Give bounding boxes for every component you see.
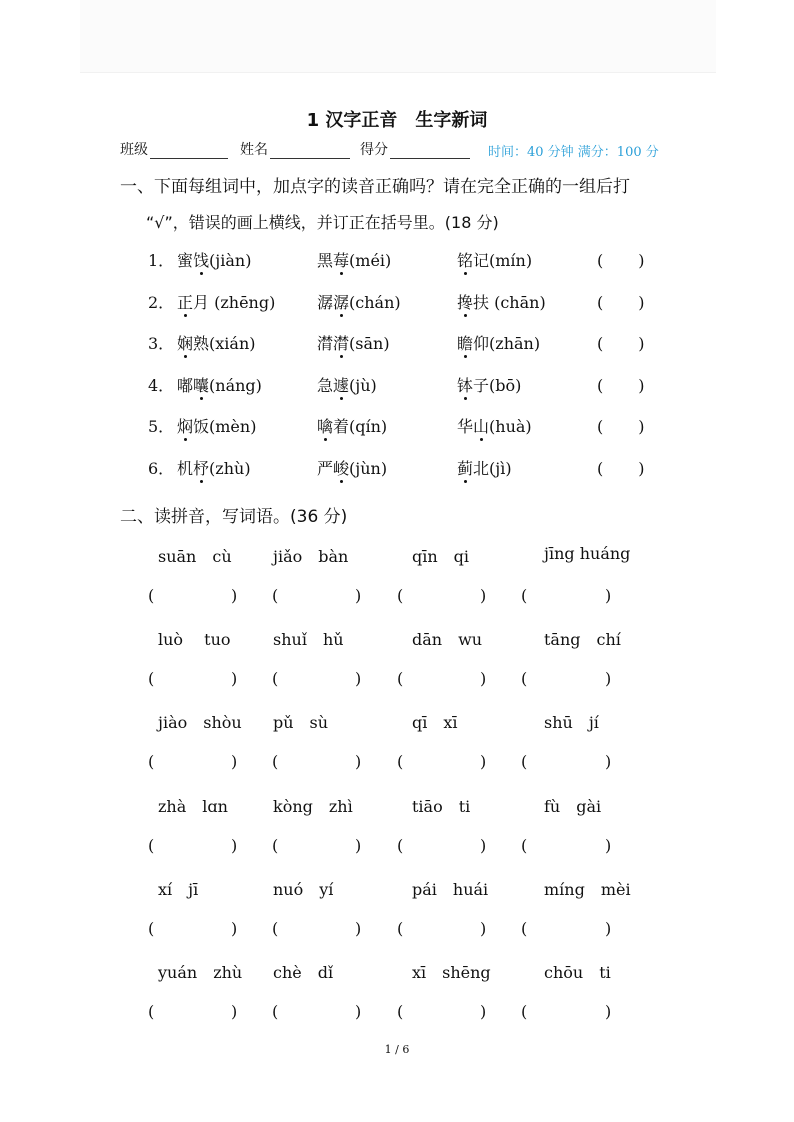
word-suffix: 北(jì) — [473, 459, 512, 478]
section1-instructions: “√”，错误的画上横线，并订正在括号里。(18 分) — [146, 213, 499, 232]
pinyin-word: xī shēng — [412, 963, 491, 982]
close-paren: ) — [231, 752, 238, 772]
pinyin-word: pái huái — [412, 879, 489, 899]
close-paren: ) — [355, 669, 362, 689]
answer-box[interactable] — [148, 836, 239, 856]
page-title: 1 汉字正音 生字新词 — [306, 110, 488, 131]
page-number: 1 / 6 — [384, 1043, 410, 1056]
open-paren: ( — [397, 1002, 404, 1021]
word — [177, 290, 275, 313]
item-number: 3． — [148, 334, 175, 354]
close-paren: ) — [355, 752, 362, 772]
open-paren: ( — [521, 752, 528, 772]
section2-heading: 二、读拼音，写词语。(36 分) — [120, 507, 348, 527]
answer-box[interactable] — [397, 1002, 488, 1022]
answer-box[interactable] — [521, 919, 613, 939]
dotted-char: 娴 — [177, 331, 193, 354]
item-number: 4． — [148, 375, 175, 395]
open-paren: ( — [397, 752, 404, 772]
close-paren: ) — [480, 586, 487, 605]
answer-paren[interactable]: ( ) — [597, 334, 646, 354]
open-paren: ( — [272, 918, 279, 938]
word-suffix: (sān) — [349, 334, 390, 354]
close-paren: ) — [605, 752, 612, 772]
word-suffix: 着(qín) — [333, 417, 388, 437]
pinyin-word: qīn qi — [412, 547, 470, 566]
close-paren: ) — [605, 835, 612, 855]
word-suffix: (jù) — [349, 375, 377, 395]
close-paren: ) — [231, 1002, 238, 1021]
answer-box[interactable] — [272, 586, 363, 606]
close-paren: ) — [480, 835, 487, 855]
word-suffix: 月 (zhēng) — [193, 292, 276, 312]
dotted-char: 峻 — [333, 456, 349, 479]
pinyin-word: tāng chí — [544, 630, 621, 650]
answer-paren[interactable]: ( ) — [597, 251, 646, 270]
open-paren: ( — [521, 918, 528, 938]
close-paren: ) — [355, 835, 362, 855]
answer-box[interactable] — [397, 586, 488, 606]
open-paren: ( — [521, 835, 528, 855]
word-suffix: 仰(zhān) — [473, 334, 541, 354]
word-prefix: 潺 — [317, 292, 334, 312]
word-suffix: 记(mín) — [473, 251, 533, 270]
answer-box[interactable] — [272, 836, 363, 856]
answer-paren[interactable]: ( ) — [597, 417, 646, 437]
close-paren: ) — [480, 752, 487, 772]
pinyin-word: chōu ti — [544, 963, 611, 982]
open-paren: ( — [148, 586, 155, 605]
name-blank[interactable] — [270, 144, 350, 159]
word-suffix: 扶 (chān) — [473, 292, 546, 312]
answer-box[interactable] — [397, 919, 488, 939]
answer-paren[interactable]: ( ) — [597, 375, 646, 395]
open-paren: ( — [397, 835, 404, 855]
word — [177, 331, 256, 354]
pinyin-word: pǔ sù — [273, 713, 329, 733]
class-field[interactable] — [120, 139, 228, 159]
word — [317, 373, 377, 396]
word-suffix: (méi) — [349, 251, 392, 270]
word-suffix: 饭(mèn) — [193, 417, 257, 437]
answer-box[interactable] — [521, 1002, 613, 1022]
open-paren: ( — [521, 586, 528, 605]
dotted-char: 噙 — [317, 414, 333, 437]
word — [177, 456, 251, 479]
dotted-char: 焖 — [177, 414, 193, 437]
open-paren: ( — [397, 669, 404, 689]
open-paren: ( — [272, 669, 279, 689]
dotted-char: 蓟 — [457, 456, 473, 479]
word — [457, 331, 540, 354]
time-info: 时间：40 分钟 满分：100 分 — [488, 145, 659, 160]
answer-box[interactable] — [397, 669, 488, 689]
close-paren: ) — [480, 918, 487, 938]
close-paren: ) — [605, 586, 612, 605]
word-prefix: 华 — [457, 417, 474, 437]
open-paren: ( — [148, 835, 155, 855]
answer-box[interactable] — [521, 752, 613, 772]
close-paren: ) — [355, 1002, 362, 1021]
open-paren: ( — [148, 1002, 155, 1021]
word-suffix: (huà) — [489, 417, 532, 437]
word-suffix: (náng) — [209, 375, 262, 395]
answer-box[interactable] — [272, 1002, 363, 1022]
close-paren: ) — [231, 669, 238, 689]
open-paren: ( — [521, 1002, 528, 1021]
pinyin-word: jiào shòu — [158, 713, 242, 733]
answer-paren[interactable]: ( ) — [597, 459, 646, 478]
word-prefix: 机 — [177, 459, 194, 478]
open-paren: ( — [272, 1002, 279, 1021]
close-paren: ) — [480, 1002, 487, 1021]
score-blank[interactable] — [390, 144, 470, 159]
word-prefix: 蜜 — [177, 251, 194, 270]
word-prefix: 严 — [317, 459, 334, 478]
dotted-char: 瞻 — [457, 331, 473, 354]
answer-box[interactable] — [272, 752, 363, 772]
close-paren: ) — [231, 586, 238, 605]
close-paren: ) — [231, 835, 238, 855]
dotted-char: 山 — [473, 414, 489, 437]
answer-box[interactable] — [272, 669, 363, 689]
word-suffix: (chán) — [349, 292, 401, 312]
dotted-char: 杼 — [193, 456, 209, 479]
answer-box[interactable] — [521, 586, 613, 606]
pinyin-word: chè dǐ — [273, 963, 334, 982]
open-paren: ( — [521, 669, 528, 689]
item-number: 1． — [148, 251, 175, 270]
close-paren: ) — [231, 918, 238, 938]
pinyin-word: zhà lɑn — [158, 796, 228, 816]
open-paren: ( — [148, 918, 155, 938]
score-label: 得分 — [360, 142, 388, 158]
dotted-char: 饯 — [193, 248, 209, 271]
pinyin-word: dān wu — [412, 630, 483, 650]
close-paren: ) — [480, 669, 487, 689]
dotted-char: 莓 — [333, 248, 349, 271]
answer-box[interactable] — [521, 836, 613, 856]
open-paren: ( — [397, 586, 404, 605]
word — [317, 331, 390, 354]
open-paren: ( — [272, 752, 279, 772]
word-suffix: (jùn) — [349, 459, 388, 478]
word-suffix: (jiàn) — [209, 251, 252, 270]
open-paren: ( — [272, 835, 279, 855]
open-paren: ( — [272, 586, 279, 605]
pinyin-word: fù gài — [544, 796, 602, 816]
pinyin-word: jiǎo bàn — [273, 547, 349, 566]
word-prefix: 嘟 — [177, 375, 194, 395]
dotted-char: 囔 — [193, 373, 209, 396]
open-paren: ( — [397, 918, 404, 938]
word-prefix: 潸 — [317, 334, 334, 354]
open-paren: ( — [148, 669, 155, 689]
pinyin-word: yuán zhù — [158, 963, 243, 982]
item-number: 6． — [148, 459, 175, 478]
word — [317, 290, 401, 313]
close-paren: ) — [355, 586, 362, 605]
section1-heading: 一、下面每组词中，加点字的读音正确吗？请在完全正确的一组后打 — [120, 177, 630, 197]
pinyin-word: tiāo ti — [412, 796, 471, 816]
pinyin-word: suān cù — [158, 547, 232, 566]
pinyin-word: qī xī — [412, 713, 458, 733]
word-suffix: (zhù) — [209, 459, 251, 478]
word — [177, 414, 256, 437]
pinyin-word: xí jī — [158, 879, 199, 899]
word — [317, 414, 387, 437]
dotted-char: 潺 — [333, 290, 349, 313]
answer-box[interactable] — [148, 669, 239, 689]
class-label: 班级 — [120, 142, 148, 158]
pinyin-word: nuó yí — [273, 879, 334, 899]
dotted-char: 正 — [177, 290, 193, 313]
name-field[interactable] — [240, 139, 350, 159]
open-paren: ( — [148, 752, 155, 772]
word-prefix: 急 — [317, 375, 334, 395]
dotted-char: 铭 — [457, 248, 473, 271]
close-paren: ) — [605, 1002, 612, 1021]
close-paren: ) — [605, 669, 612, 689]
dotted-char: 潸 — [333, 331, 349, 354]
answer-box[interactable] — [521, 669, 613, 689]
dotted-char: 钵 — [457, 373, 473, 396]
answer-box[interactable] — [397, 836, 488, 856]
word-suffix: 熟(xián) — [193, 334, 256, 354]
word — [457, 290, 546, 313]
item-number: 5． — [148, 417, 175, 437]
dotted-char: 遽 — [333, 373, 349, 396]
close-paren: ) — [355, 918, 362, 938]
word — [457, 414, 532, 437]
dotted-char: 搀 — [457, 290, 473, 313]
name-label: 姓名 — [240, 142, 268, 158]
pinyin-word: míng mèi — [544, 879, 631, 899]
word — [317, 248, 391, 271]
word — [177, 248, 251, 271]
answer-box[interactable] — [272, 919, 363, 939]
pinyin-word: luò tuo — [158, 630, 231, 650]
word — [457, 373, 521, 396]
answer-box[interactable] — [148, 919, 239, 939]
answer-paren[interactable]: ( ) — [597, 292, 646, 312]
answer-box[interactable] — [148, 752, 239, 772]
word — [317, 456, 387, 479]
close-paren: ) — [605, 918, 612, 938]
page-top-edge — [80, 0, 716, 73]
pinyin-word: shū jí — [544, 713, 599, 733]
pinyin-word: kòng zhì — [273, 796, 353, 816]
pinyin-word: jīng huáng — [544, 544, 631, 563]
answer-box[interactable] — [397, 752, 488, 772]
item-number: 2． — [148, 292, 175, 312]
pinyin-word: shuǐ hǔ — [273, 630, 344, 650]
answer-box[interactable] — [148, 586, 239, 606]
word-suffix: 子(bō) — [473, 375, 522, 395]
word — [177, 373, 262, 396]
class-blank[interactable] — [150, 144, 228, 159]
score-field[interactable] — [360, 139, 470, 159]
answer-box[interactable] — [148, 1002, 239, 1022]
word — [457, 456, 512, 479]
word — [457, 248, 532, 271]
word-prefix: 黑 — [317, 251, 334, 270]
